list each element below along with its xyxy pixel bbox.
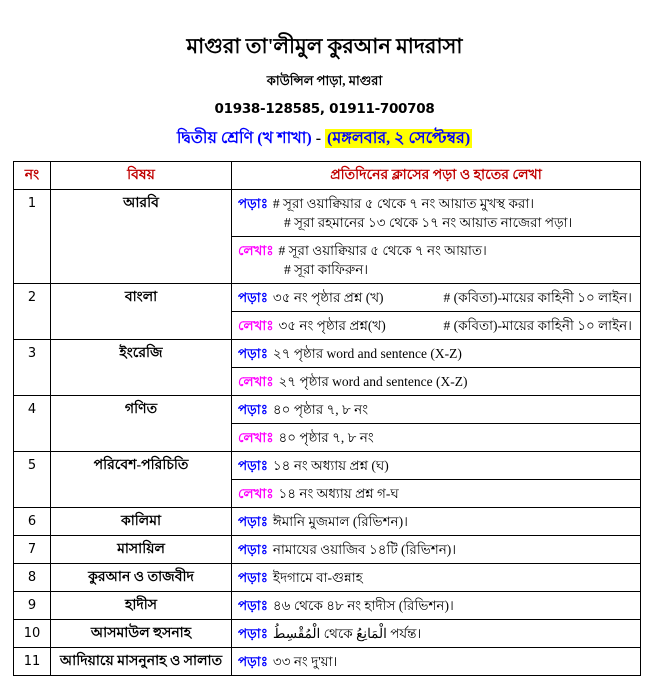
phone-numbers: 01938-128585, 01911-700708 [214, 101, 435, 117]
lesson-line [238, 344, 632, 363]
write-label: লেখাঃ [238, 318, 274, 333]
table-row [14, 592, 641, 620]
col-header-subject: বিষয় [51, 162, 232, 190]
lesson-cell [232, 480, 641, 508]
lesson-cell [232, 424, 641, 452]
table-row [14, 536, 641, 564]
subject-name: কালিমা [51, 508, 232, 536]
table-row [14, 648, 641, 676]
write-label: লেখাঃ [238, 243, 274, 258]
row-number: 10 [14, 620, 51, 648]
lesson-cell [232, 536, 641, 564]
row-number: 1 [14, 190, 51, 284]
table-row [14, 508, 641, 536]
lesson-cell [232, 592, 641, 620]
lesson-line [238, 540, 632, 559]
subject-name: হাদীস [51, 592, 232, 620]
lesson-text: ৪০ পৃষ্ঠার ৭, ৮ নং [278, 430, 374, 445]
row-number: 5 [14, 452, 51, 508]
lesson-text: # সূরা কাফিরুন। [284, 262, 369, 277]
lesson-line [238, 596, 632, 615]
lesson-line [238, 288, 632, 307]
lesson-text: ১৪ নং অধ্যায় প্রশ্ন গ-ঘ [278, 486, 399, 501]
subject-name: বাংলা [51, 284, 232, 340]
lesson-line [238, 316, 632, 335]
lesson-line [238, 512, 632, 531]
row-number: 2 [14, 284, 51, 340]
row-number: 3 [14, 340, 51, 396]
lesson-cell [232, 190, 641, 237]
read-label: পড়াঃ [238, 196, 268, 211]
lesson-cell [232, 312, 641, 340]
col-header-lesson: প্রতিদিনের ক্লাসের পড়া ও হাতের লেখা [232, 162, 641, 190]
row-number: 8 [14, 564, 51, 592]
lesson-line [238, 568, 632, 587]
school-address: কাউন্সিল পাড়া, মাগুরা [266, 73, 383, 88]
subject-name: গণিত [51, 396, 232, 452]
lesson-cell [232, 564, 641, 592]
col-header-no: নং [14, 162, 51, 190]
lesson-text: ২৭ পৃষ্ঠার word and sentence (X-Z) [278, 374, 468, 389]
table-row [14, 452, 641, 480]
lesson-text: ৪৬ থেকে ৪৮ নং হাদীস (রিভিশন)। [272, 598, 454, 613]
class-info-line [0, 127, 649, 151]
read-label: পড়াঃ [238, 542, 268, 557]
lesson-table-header [14, 162, 641, 190]
read-label: পড়াঃ [238, 458, 268, 473]
class-date-separator: - [311, 130, 326, 147]
lesson-cell [232, 368, 641, 396]
lesson-text: ইদগামে বা-গুন্নাহ [272, 570, 363, 585]
lesson-text: # সূরা ওয়াক্বিয়ার ৫ থেকে ৭ নং আয়াত। [278, 243, 487, 258]
lesson-text: ৩৩ নং দু'য়া। [272, 654, 338, 669]
read-label: পড়াঃ [238, 626, 268, 641]
lesson-text: # সূরা ওয়াক্বিয়ার ৫ থেকে ৭ নং আয়াত মুখস্থ করা। [272, 196, 535, 211]
subject-name: কুরআন ও তাজবীদ [51, 564, 232, 592]
lesson-line [238, 484, 632, 503]
lesson-cell [232, 620, 641, 648]
row-number: 6 [14, 508, 51, 536]
subject-name: আসমাউল হুসনাহ [51, 620, 232, 648]
lesson-text: নামাযের ওয়াজিব ১৪টি (রিভিশন)। [272, 542, 457, 557]
read-label: পড়াঃ [238, 290, 268, 305]
class-name: দ্বিতীয় শ্রেণি (খ শাখা) [176, 130, 312, 147]
read-label: পড়াঃ [238, 570, 268, 585]
lesson-text: ৪০ পৃষ্ঠার ৭, ৮ নং [272, 402, 369, 417]
subject-name: আরবি [51, 190, 232, 284]
row-number: 7 [14, 536, 51, 564]
table-row [14, 190, 641, 237]
table-row [14, 340, 641, 368]
lesson-cell [232, 237, 641, 284]
read-label: পড়াঃ [238, 402, 268, 417]
lesson-text: ২৭ পৃষ্ঠার word and sentence (X-Z) [272, 346, 462, 361]
table-row [14, 396, 641, 424]
lesson-line [238, 428, 632, 447]
write-label: লেখাঃ [238, 430, 274, 445]
table-row [14, 564, 641, 592]
lesson-text-right: # (কবিতা)-মায়ের কাহিনী ১০ লাইন। [443, 318, 632, 333]
subject-name: মাসায়িল [51, 536, 232, 564]
table-row [14, 620, 641, 648]
lesson-line [238, 624, 632, 643]
lesson-text: ৩৫ নং পৃষ্ঠার প্রশ্ন (খ) [272, 290, 384, 305]
read-label: পড়াঃ [238, 598, 268, 613]
header-row [14, 162, 641, 190]
lesson-line [238, 400, 632, 419]
row-number: 9 [14, 592, 51, 620]
table-row [14, 284, 641, 312]
lesson-cell [232, 340, 641, 368]
lesson-cell [232, 648, 641, 676]
lesson-cell [232, 452, 641, 480]
lesson-line [238, 213, 632, 232]
lesson-text: ১৪ নং অধ্যায় প্রশ্ন (ঘ) [272, 458, 389, 473]
lesson-line [238, 194, 632, 213]
row-number: 4 [14, 396, 51, 452]
lesson-cell [232, 284, 641, 312]
subject-name: পরিবেশ-পরিচিতি [51, 452, 232, 508]
read-label: পড়াঃ [238, 514, 268, 529]
lesson-text-right: # (কবিতা)-মায়ের কাহিনী ১০ লাইন। [443, 290, 632, 305]
lesson-cell [232, 396, 641, 424]
lesson-table [13, 161, 641, 676]
write-label: লেখাঃ [238, 486, 274, 501]
lesson-text: # সূরা রহমানের ১৩ থেকে ১৭ নং আয়াত নাজেরা পড়া। [284, 215, 573, 230]
subject-name: আদিয়ায়ে মাসনুনাহ ও সালাত [51, 648, 232, 676]
read-label: পড়াঃ [238, 654, 268, 669]
date-highlight: (মঙ্গলবার, ২ সেপ্টেম্বর) [327, 130, 471, 147]
lesson-line [238, 652, 632, 671]
write-label: লেখাঃ [238, 374, 274, 389]
lesson-line [238, 260, 632, 279]
lesson-text: الْمُقْسِطُ থেকে الْمَانِعُ পর্যন্ত। [272, 626, 422, 641]
lesson-line [238, 241, 632, 260]
lesson-text: ৩৫ নং পৃষ্ঠার প্রশ্ন(খ) [278, 318, 386, 333]
row-number: 11 [14, 648, 51, 676]
lesson-line [238, 372, 632, 391]
lesson-text: ঈমানি মুজমাল (রিভিশন)। [272, 514, 408, 529]
read-label: পড়াঃ [238, 346, 268, 361]
school-name: মাগুরা তা'লীমুল কুরআন মাদরাসা [186, 34, 463, 58]
lesson-line [238, 456, 632, 475]
subject-name: ইংরেজি [51, 340, 232, 396]
lesson-cell [232, 508, 641, 536]
